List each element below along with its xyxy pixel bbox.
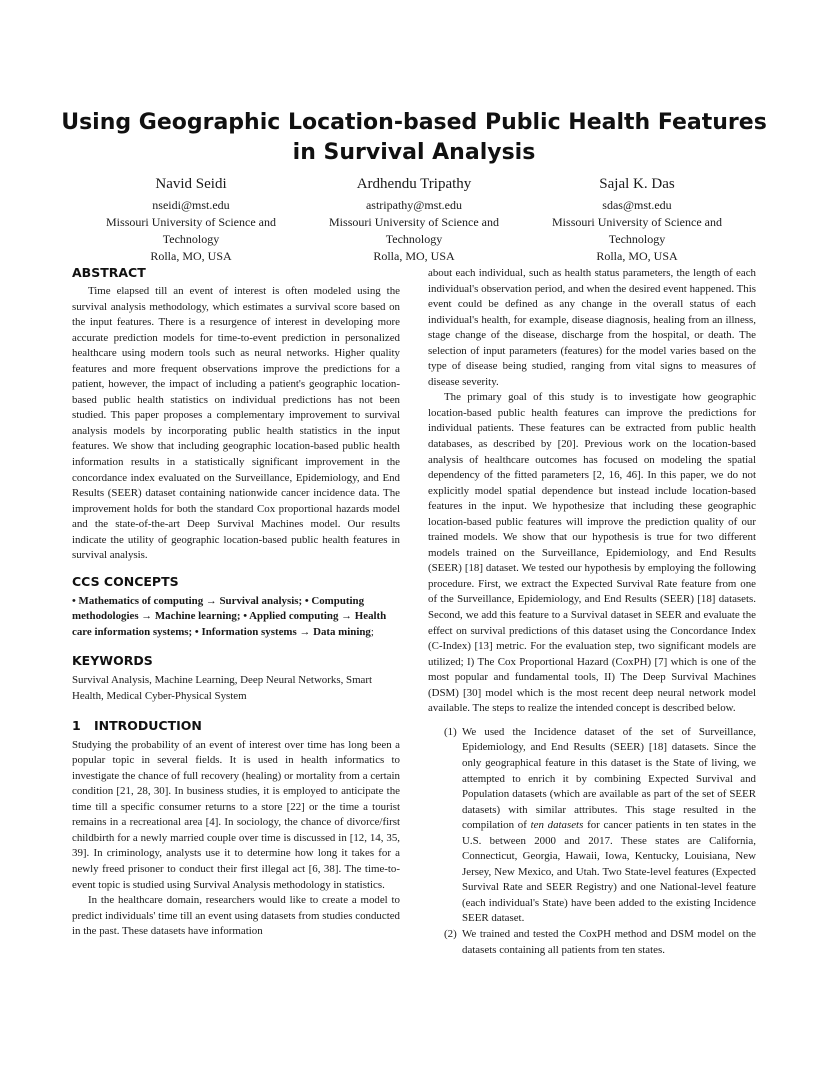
list-marker: (2) (444, 927, 457, 940)
author-affiliation-cont: Technology (385, 232, 443, 246)
author-location: Rolla, MO, USA (150, 249, 232, 263)
ccs-bullet: • (72, 594, 79, 607)
author-block (80, 174, 748, 265)
section-number: 1 (72, 717, 81, 733)
ccs-concept: Mathematics of computing → Survival analysis; (78, 594, 303, 607)
author-affiliation: Missouri University of Science and (329, 215, 499, 229)
author-email: sdas@mst.edu (602, 198, 672, 212)
introduction-section (72, 718, 400, 940)
keywords-heading: KEYWORDS (72, 653, 153, 669)
ccs-concept: Applied computing → Health care information systems; (72, 610, 387, 638)
ccs-bullet: • (302, 594, 312, 607)
author-affiliation-cont: Technology (162, 232, 220, 246)
author-affiliation-cont: Technology (608, 232, 666, 246)
list-text: We used the Incidence dataset of the set of Surveillance, Epidemiology, and End Results (SEER) [18] datasets. Since the only geographical feature in this dataset is the State of living, we attempted to enrich it by combining Expected Survival and Population datasets (which are available as part of the set of SEER datasets) with similar attributes. This stage resulted in the compilation of (462, 725, 756, 832)
author-affiliation: Missouri University of Science and (552, 215, 722, 229)
keywords-text: Survival Analysis, Machine Learning, Deep Neural Networks, Smart Health, Medical Cyber-Physical System (72, 674, 373, 703)
ccs-bullet: • (240, 610, 250, 623)
list-text: We trained and tested the CoxPH method and DSM model on the datasets containing all patients from ten states. (462, 927, 756, 956)
body-paragraph-continued: about each individual, such as health status parameters, the length of each individual's observation period, and when the desired event happened. This event could be defined as any change in the overall status of each individual's health, for example, disease diagnosis, healing from an illness, stage change of the disease, discharge from the hospital, or death. The selection of input parameters (features) for the model varies based on the type of disease being studied, ranging from vital signs to measures of disease severity. (428, 267, 756, 388)
ccs-concept: Information systems → Data mining (201, 625, 371, 638)
introduction-heading (72, 718, 400, 734)
keywords-section (72, 653, 400, 704)
list-item (428, 927, 756, 958)
author-location: Rolla, MO, USA (373, 249, 455, 263)
author-email: nseidi@mst.edu (152, 198, 230, 212)
ccs-concepts (72, 594, 400, 641)
left-column (72, 265, 400, 940)
intro-paragraph-2: In the healthcare domain, researchers would like to create a model to predict individuals' time till an event using datasets from studies conducted in the past. These datasets have information (72, 894, 400, 938)
author-name: Sajal K. Das (599, 176, 675, 192)
list-marker: (1) (444, 725, 457, 738)
author-2 (303, 174, 525, 265)
abstract-section (72, 265, 400, 564)
right-column (428, 266, 756, 958)
ccs-bullet: • (192, 625, 202, 638)
author-location: Rolla, MO, USA (596, 249, 678, 263)
paper-title: Using Geographic Location-based Public Health Features in Survival Analysis (61, 110, 767, 165)
steps-list (428, 725, 756, 958)
intro-paragraph-1: Studying the probability of an event of interest over time has long been a popular topic in several fields. It is used in health informatics to investigate the chance of full recovery (healing) or mortality from a certain condition [21, 28, 30]. In business studies, it is employed to anticipate the time till a specific consumer returns to a store [22] or the time a tourist remains in a recreational area [4]. In sociology, the chance of divorce/first childbirth for a newly married couple over time is discussed in [12, 14, 35, 39]. In criminology, analysts use it to determine how long it takes for a newly freed prisoner to conduct their first illegal act [6, 38]. The time-to-event topic is studied using Survival Analysis methodology in statistics. (72, 738, 400, 891)
ccs-heading: CCS CONCEPTS (72, 573, 179, 589)
abstract-heading: ABSTRACT (72, 265, 146, 280)
list-text-cont: for cancer patients in ten states in the U.S. between 2000 and 2017. These states are California, Connecticut, Georgia, Hawaii, Iowa, Kentucky, Louisiana, New Jersey, New Mexico, and Utah. Two State-level features (Expected Survival Rate and SEER Registry) and one National-level feature (each individual's State) have been added to the existing Incidence SEER dataset. (462, 819, 756, 925)
body-paragraph-goal: The primary goal of this study is to investigate how geographic location-based public health features can improve the predictions for individual patients. These features can be extracted from public health databases, as described by [20]. Previous work on the location-based analysis of healthcare outcomes has focused on modeling the spatial dependency of the fitted parameters [2, 16, 46]. In this paper, we do not explicitly model spatial dependence but instead include location-based features in the input. We hypothesize that including these geographic location-based public features will improve the prediction quality of our trained models. We show that our hypothesis is true for two different models trained on the Surveillance, Epidemiology, and End Results (SEER) [18] dataset. We tested our hypothesis by employing the following procedure. First, we extract the Expected Survival Rate feature from one of the Surveillance, Epidemiology, and End Results (SEER) [18] datasets. Second, we add this feature to a Survival dataset in SEER and evaluate the effect on survival predictions of this dataset using the Concordance Index (C-Index) [13] metric. For the evaluation step, two significant models are utilized; I) The Cox Proportional Hazard (CoxPH) [7] which is one of the most popular and fundamental tools, II) The Deep Survival Machines (DSM) [30] model which is the most recent deep neural network model available. The steps to realize the intended concept is described below. (428, 391, 756, 715)
author-3 (526, 174, 748, 265)
author-name: Navid Seidi (155, 176, 227, 192)
author-1 (80, 174, 302, 265)
list-item (428, 725, 756, 927)
section-title: INTRODUCTION (94, 717, 202, 733)
author-affiliation: Missouri University of Science and (106, 215, 276, 229)
abstract-text: Time elapsed till an event of interest is often modeled using the survival analysis methodology, which estimates a survival score based on the input features. There is a resurgence of interest in developing more accurate prediction models for time-to-event prediction in personalized healthcare using modern tools such as neural networks. Higher quality features and more frequent observations improve the predictions for a patient, however, the impact of including a patient's geographic location-based public health statistics on individual predictions has not been studied. This paper proposes a complementary improvement to survival analysis models by incorporating public health statistics in the input features. We show that including geographic location-based public health information results in a statistically significant improvement in the concordance index evaluated on the Surveillance, Epidemiology, and End Results (SEER) dataset containing nationwide cancer incidence data. The improvement holds for both the standard Cox proportional hazards model and the state-of-the-art Deep Survival Machines model. Our results indicate the utility of geographic location-based public health features in survival analysis. (72, 285, 400, 562)
ccs-section (72, 574, 400, 641)
ccs-punct: ; (370, 625, 374, 638)
author-name: Ardhendu Tripathy (356, 176, 472, 192)
ccs-concept: Computing methodologies → Machine learning; (72, 594, 365, 623)
author-email: astripathy@mst.edu (365, 198, 463, 212)
list-emphasis: ten datasets (530, 819, 584, 832)
